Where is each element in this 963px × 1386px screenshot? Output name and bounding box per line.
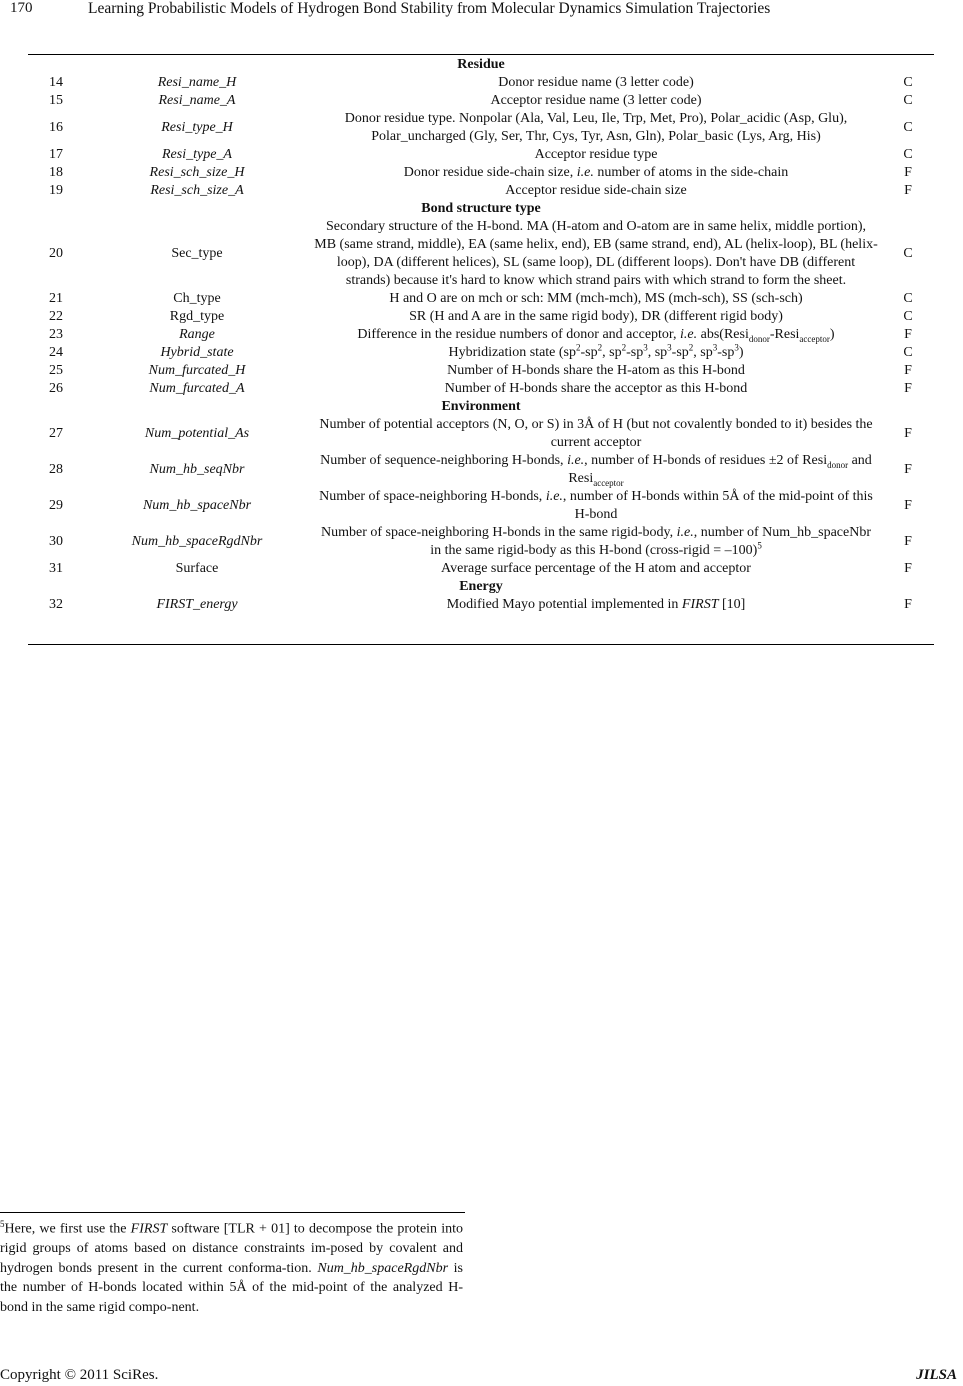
variable-type: C: [903, 246, 913, 261]
variable-name: Range: [179, 327, 215, 342]
row-number: 14: [49, 75, 63, 90]
variable-description: Donor residue name (3 letter code): [498, 75, 694, 90]
variable-type: F: [904, 561, 912, 576]
variable-description: Acceptor residue name (3 letter code): [490, 93, 702, 108]
table-row: [28, 92, 934, 110]
table-row: [28, 524, 934, 560]
variable-type: C: [903, 291, 913, 306]
section-energy: Energy: [459, 579, 503, 594]
table-row: [28, 146, 934, 164]
variable-name: Num_hb_spaceNbr: [142, 498, 252, 513]
row-number: 18: [49, 165, 63, 180]
variable-type: C: [903, 120, 913, 135]
table-row: [28, 596, 934, 614]
table-row: [28, 290, 934, 308]
variable-name: Num_potential_As: [144, 426, 250, 441]
table-row: [28, 452, 934, 488]
row-number: 24: [49, 345, 63, 360]
table-row: [28, 560, 934, 578]
variable-description: SR (H and A are in the same rigid body), DR (different rigid body): [409, 309, 783, 324]
variable-description: Number of space-neighboring H-bonds in the same rigid-body, i.e., number of Num_hb_spaceNbr in the same rigid-body as this H-bond (cross-rigid = –100)$^5$: [320, 525, 872, 558]
table-row: [28, 416, 934, 452]
variable-name: Num_furcated_H: [148, 363, 246, 378]
variable-description: Donor residue side-chain size, i.e. number of atoms in the side-chain: [403, 165, 789, 180]
variable-description: Acceptor residue type: [534, 147, 658, 162]
variable-type: C: [903, 147, 913, 162]
variable-type: C: [903, 345, 913, 360]
table-top-rule: [28, 54, 934, 55]
journal-name: JILSA: [916, 1367, 957, 1383]
variable-type: F: [904, 381, 912, 396]
section-row: [28, 56, 934, 74]
variable-type: F: [904, 363, 912, 378]
variable-type: C: [903, 309, 913, 324]
variable-description: Modified Mayo potential implemented in FIRST [10]: [446, 597, 746, 612]
variable-name: Surface: [175, 561, 219, 576]
running-title: Learning Probabilistic Models of Hydrogen Bond Stability from Molecular Dynamics Simulation Trajectories: [88, 0, 771, 17]
copyright-notice: Copyright © 2011 SciRes.: [0, 1367, 159, 1383]
table-row: [28, 488, 934, 524]
variable-type: F: [904, 534, 912, 549]
table-row: [28, 344, 934, 362]
variable-name: Resi_name_H: [157, 75, 237, 90]
table-bottom-rule: [28, 644, 934, 645]
footnote: $^5$Here, we first use the FIRST software [TLR + 01] to decompose the protein into rigid groups of atoms based on distance constraints im-posed by covalent and hydrogen bonds present in the current conforma-tion. Num_hb_spaceRgdNbr is the number of H-bonds located within 5Å of the mid-point of the analyzed H-bond in the same rigid compo-nent.: [0, 1219, 463, 1315]
variable-description: Acceptor residue side-chain size: [505, 183, 687, 198]
variable-description: Average surface percentage of the H atom and acceptor: [441, 561, 751, 576]
variable-description: Difference in the residue numbers of donor and acceptor, i.e. abs(Resi$_{donor}$-Resi$_{acceptor}$): [357, 327, 835, 344]
section-bond-structure: Bond structure type: [421, 201, 541, 216]
variable-name: Resi_type_A: [162, 147, 232, 162]
variable-type: F: [904, 165, 912, 180]
variable-type: C: [903, 93, 913, 108]
table-row: [28, 164, 934, 182]
variable-type: F: [904, 462, 912, 477]
variables-table: [28, 56, 934, 614]
row-number: 20: [49, 246, 63, 261]
table-row: [28, 110, 934, 146]
table-row: [28, 308, 934, 326]
section-residue: Residue: [457, 57, 505, 72]
row-number: 29: [49, 498, 63, 513]
variable-name: Num_furcated_A: [149, 381, 245, 396]
footnote-rule: [0, 1212, 465, 1213]
footnote-mark: 5: [0, 1219, 5, 1229]
row-number: 22: [49, 309, 63, 324]
variable-name: Sec_type: [171, 246, 223, 261]
variable-name: Hybrid_state: [160, 345, 234, 360]
variable-description: Secondary structure of the H-bond. MA (H-atom and O-atom are in same helix, middle portion), MB (same strand, middle), EA (same helix, end), EB (same strand, end), AL (helix-loop), BL (helix-loop), DA (different helices), SL (same loop), DL (different loops). Don't have DB (different strands) because it's hard to know which strand pairs with which strand to form the sheet.: [314, 219, 878, 288]
variable-description: Hybridization state ($sp^2-sp^2$, $sp^2-sp^3$, $sp^3-sp^2$, $sp^3-sp^3$): [448, 342, 744, 360]
row-number: 23: [49, 327, 63, 342]
row-number: 21: [49, 291, 63, 306]
row-number: 15: [49, 93, 63, 108]
row-number: 25: [49, 363, 63, 378]
table-row: [28, 380, 934, 398]
variable-description: Number of potential acceptors (N, O, or S) in 3Å of H (but not covalently bonded to it) besides the current acceptor: [319, 417, 873, 450]
row-number: 28: [49, 462, 63, 477]
table-row: [28, 362, 934, 380]
variable-description: Number of space-neighboring H-bonds, i.e., number of H-bonds within 5Å of the mid-point of this H-bond: [319, 489, 873, 522]
variable-name: Resi_name_A: [158, 93, 236, 108]
variable-type: F: [904, 183, 912, 198]
section-row: [28, 398, 934, 416]
variable-name: Num_hb_seqNbr: [149, 462, 245, 477]
row-number: 17: [49, 147, 63, 162]
variable-type: F: [904, 426, 912, 441]
table-row: [28, 326, 934, 344]
variable-name: Resi_sch_size_A: [150, 183, 244, 198]
table-row: [28, 74, 934, 92]
section-row: [28, 200, 934, 218]
row-number: 30: [49, 534, 63, 549]
variable-name: Rgd_type: [169, 309, 225, 324]
row-number: 27: [49, 426, 63, 441]
variable-name: Num_hb_spaceRgdNbr: [131, 534, 263, 549]
row-number: 31: [49, 561, 63, 576]
section-environment: Environment: [441, 399, 521, 414]
variable-description: Number of H-bonds share the acceptor as this H-bond: [444, 381, 748, 396]
table-row: [28, 182, 934, 200]
row-number: 16: [49, 120, 63, 135]
row-number: 26: [49, 381, 63, 396]
variable-name: Ch_type: [173, 291, 221, 306]
variable-type: C: [903, 75, 913, 90]
variable-name: FIRST_energy: [156, 597, 238, 612]
variable-name: Resi_type_H: [161, 120, 233, 135]
variable-name: Resi_sch_size_H: [149, 165, 245, 180]
variable-type: F: [904, 327, 912, 342]
variable-type: F: [904, 498, 912, 513]
row-number: 19: [49, 183, 63, 198]
table-row: [28, 218, 934, 290]
section-row: [28, 578, 934, 596]
variable-description: H and O are on mch or sch: MM (mch-mch), MS (mch-sch), SS (sch-sch): [389, 291, 803, 306]
variable-description: Number of sequence-neighboring H-bonds, i.e., number of H-bonds of residues ±2 of Resi$_{donor}$ and Resi$_{acceptor}$: [320, 453, 872, 488]
variable-type: F: [904, 597, 912, 612]
page-number: 170: [10, 0, 33, 16]
variable-description: Number of H-bonds share the H-atom as this H-bond: [447, 363, 745, 378]
variable-description: Donor residue type. Nonpolar (Ala, Val, Leu, Ile, Trp, Met, Pro), Polar_acidic (Asp, Glu), Polar_uncharged (Gly, Ser, Thr, Cys, Tyr, Asn, Gln), Polar_basic (Lys, Arg, His): [344, 111, 848, 144]
row-number: 32: [49, 597, 63, 612]
